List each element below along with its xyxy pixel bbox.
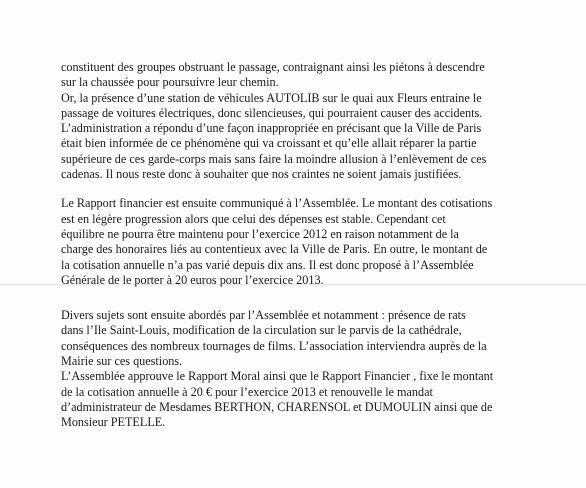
text-line: Or, la présence d’une station de véhicules AUTOLIB sur le quai aux Fleurs entraine le (61, 90, 482, 105)
text-line: supérieure de ces garde-corps mais sans faire la moindre allusion à l’enlèvement de ces (61, 151, 487, 166)
text-line: L’Assemblée approuve le Rapport Moral ainsi que le Rapport Financier , fixe le montant (61, 369, 494, 384)
text-line: L’administration a répondu d’une façon inappropriée en précisant que la Ville de Paris (61, 121, 482, 136)
text-line: de la cotisation annuelle à 20 € pour l’exercice 2013 et renouvelle le mandat (61, 384, 433, 399)
paragraph-autolib (61, 60, 561, 182)
document-body (61, 60, 561, 431)
paragraph-financial-report (61, 196, 561, 288)
text-line: équilibre ne pourra être maintenu pour l’exercice 2012 en raison notamment de la (61, 226, 459, 241)
text-line: d’administrateur de Mesdames BERTHON, CHARENSOL et DUMOULIN ainsi que de (61, 399, 493, 414)
text-line: dans l’Ile Saint-Louis, modification de la circulation sur le parvis de la cathédrale, (61, 323, 462, 338)
text-line: Le Rapport financier est ensuite communiqué à l’Assemblée. Le montant des cotisations (61, 196, 493, 211)
text-line: Divers sujets sont ensuite abordés par l’Assemblée et notamment : présence de rats (61, 308, 466, 323)
text-line: sur la chaussée pour poursuivre leur chemin. (61, 75, 279, 90)
text-line: Générale de le porter à 20 euros pour l’exercice 2013. (61, 272, 324, 287)
paragraph-spacer (61, 288, 561, 308)
text-line: Monsieur PETELLE. (61, 415, 166, 430)
paragraph-spacer (61, 182, 561, 196)
text-line: cadenas. Il nous reste donc à souhaiter que nos craintes ne soient jamais justifiées. (61, 167, 462, 182)
text-line: est en légère progression alors que celui des dépenses est stable. Cependant cet (61, 211, 446, 226)
paragraph-various-topics (61, 308, 561, 430)
text-line: passage de voitures électriques, donc silencieuses, qui pourraient causer des accidents. (61, 105, 483, 120)
text-line: Mairie sur ces questions. (61, 354, 183, 369)
text-line: était bien informée de ce phénomène qui va croissant et qu’elle allait réparer la partie (61, 136, 477, 151)
text-line: la cotisation annuelle n’a pas varié depuis dix ans. Il est donc proposé à l’Assemblée (61, 257, 474, 272)
text-line: constituent des groupes obstruant le passage, contraignant ainsi les piétons à descendre (61, 60, 485, 74)
text-line: charge des honoraires liés au contentieux avec la Ville de Paris. En outre, le montant de (61, 242, 488, 257)
text-line: conséquences des nombreux tournages de films. L’association interviendra auprès de la (61, 338, 487, 353)
